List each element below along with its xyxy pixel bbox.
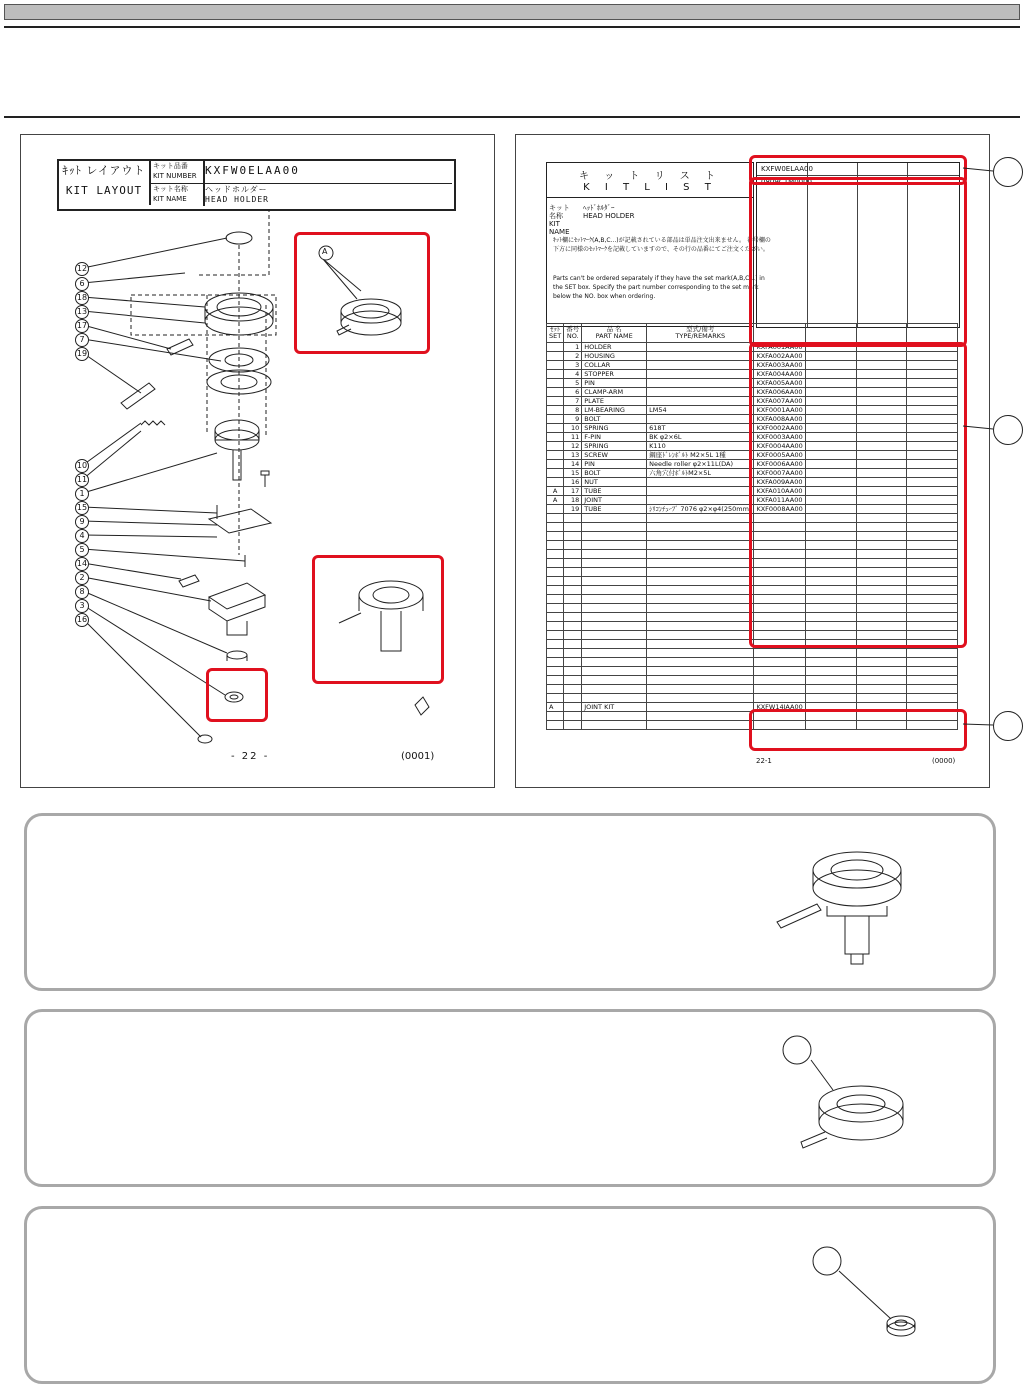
callout-11: 11 [75, 473, 89, 487]
table-cell: 9 [564, 415, 582, 424]
table-cell: ｼﾘｺﾝﾁｭｰﾌﾞ 7076 φ2×φ4(250mm) [647, 505, 754, 514]
table-cell [547, 361, 564, 370]
table-cell [582, 622, 647, 631]
table-cell: KXF0002AA00 [754, 424, 805, 433]
kit-name-label-jp: キット名称 [549, 204, 570, 220]
table-cell [547, 424, 564, 433]
table-cell [547, 613, 564, 622]
table-cell [547, 388, 564, 397]
table-cell [547, 631, 564, 640]
header-bar [4, 4, 1020, 20]
table-cell [547, 622, 564, 631]
table-cell: JOINT [582, 496, 647, 505]
table-cell [647, 586, 754, 595]
table-cell: KXFA004AA00 [754, 370, 805, 379]
table-cell: A [547, 496, 564, 505]
housing-illustration [767, 1022, 927, 1172]
table-cell: 15 [564, 469, 582, 478]
table-cell [547, 505, 564, 514]
table-cell [582, 631, 647, 640]
table-cell [582, 712, 647, 721]
table-cell: TUBE [582, 505, 647, 514]
table-cell [582, 559, 647, 568]
table-cell: SCREW [582, 451, 647, 460]
marker-circle-2 [993, 415, 1023, 445]
header-no: 番号 NO. [564, 324, 582, 343]
table-cell: KXF0001AA00 [754, 406, 805, 415]
table-cell [547, 343, 564, 352]
callout-3: 3 [75, 599, 89, 613]
left-page-code: (0001) [401, 751, 435, 762]
table-cell [805, 667, 856, 676]
table-cell [647, 631, 754, 640]
table-cell [564, 541, 582, 550]
table-cell [582, 550, 647, 559]
table-cell [856, 649, 907, 658]
highlight-part-numbers [749, 342, 967, 648]
table-cell [754, 667, 805, 676]
table-cell [647, 388, 754, 397]
table-cell [547, 469, 564, 478]
table-cell [647, 712, 754, 721]
table-cell [564, 577, 582, 586]
set-row-cell [564, 703, 582, 712]
table-cell [647, 721, 754, 730]
table-cell [582, 541, 647, 550]
table-cell [564, 586, 582, 595]
table-cell [582, 514, 647, 523]
table-cell: SPRING [582, 442, 647, 451]
table-cell [907, 676, 958, 685]
callout-5: 5 [75, 543, 89, 557]
callout-box-collar [24, 1206, 996, 1384]
table-cell [547, 532, 564, 541]
table-cell [547, 442, 564, 451]
table-cell [547, 640, 564, 649]
highlight-detail-a [294, 232, 430, 354]
callout-4: 4 [75, 529, 89, 543]
table-cell [805, 649, 856, 658]
table-cell: KXF0003AA00 [754, 433, 805, 442]
table-cell [547, 352, 564, 361]
table-cell [647, 676, 754, 685]
table-cell [582, 613, 647, 622]
marker-circle-3 [993, 711, 1023, 741]
table-cell [547, 415, 564, 424]
kit-layout-title-en: KIT LAYOUT [65, 184, 143, 197]
table-cell: 7 [564, 397, 582, 406]
table-cell: LM54 [647, 406, 754, 415]
table-cell [805, 685, 856, 694]
callout-6: 6 [75, 277, 89, 291]
table-cell [547, 559, 564, 568]
table-cell [564, 622, 582, 631]
table-cell [856, 694, 907, 703]
table-cell: KXF0004AA00 [754, 442, 805, 451]
table-cell [564, 550, 582, 559]
table-cell [647, 550, 754, 559]
header-set: ｾｯﾄ SET [547, 324, 564, 343]
callout-18: 18 [75, 291, 89, 305]
table-cell: 8 [564, 406, 582, 415]
callout-8: 8 [75, 585, 89, 599]
table-cell [547, 514, 564, 523]
table-cell [582, 694, 647, 703]
table-cell [856, 667, 907, 676]
table-cell [582, 685, 647, 694]
table-cell [754, 694, 805, 703]
table-cell: Needle roller φ2×11L(DA) [647, 460, 754, 469]
table-cell [647, 397, 754, 406]
table-cell [647, 577, 754, 586]
table-cell: 16 [564, 478, 582, 487]
table-cell [582, 604, 647, 613]
table-cell: KXF0006AA00 [754, 460, 805, 469]
section-rule [4, 116, 1020, 118]
table-cell: LM-BEARING [582, 406, 647, 415]
table-cell: STOPPER [582, 370, 647, 379]
callout-1: 1 [75, 487, 89, 501]
table-cell [564, 631, 582, 640]
table-cell: KXF0008AA00 [754, 505, 805, 514]
table-cell [647, 604, 754, 613]
table-cell [647, 361, 754, 370]
table-cell [647, 496, 754, 505]
table-cell: 12 [564, 442, 582, 451]
table-cell [754, 676, 805, 685]
table-cell [582, 523, 647, 532]
top-rule [4, 26, 1020, 28]
table-cell [547, 406, 564, 415]
table-cell: KXFA007AA00 [754, 397, 805, 406]
table-cell [564, 559, 582, 568]
callout-10: 10 [75, 459, 89, 473]
table-cell [582, 640, 647, 649]
kit-number-label-jp: キット品番 [153, 162, 188, 170]
table-cell [647, 415, 754, 424]
table-cell: KXFA006AA00 [754, 388, 805, 397]
table-cell: PIN [582, 379, 647, 388]
table-cell [582, 532, 647, 541]
table-cell: A [547, 487, 564, 496]
table-cell: KXFA008AA00 [754, 415, 805, 424]
table-cell: KXF0007AA00 [754, 469, 805, 478]
table-cell: BOLT [582, 469, 647, 478]
callout-15: 15 [75, 501, 89, 515]
table-cell: K110 [647, 442, 754, 451]
table-cell: 5 [564, 379, 582, 388]
table-cell [564, 532, 582, 541]
callout-16: 16 [75, 613, 89, 627]
header-type: 型式/備考 TYPE/REMARKS [647, 324, 754, 343]
table-cell [547, 604, 564, 613]
table-cell: COLLAR [582, 361, 647, 370]
table-cell [547, 721, 564, 730]
table-row [547, 658, 958, 667]
table-cell [547, 379, 564, 388]
table-cell: 4 [564, 370, 582, 379]
table-row [547, 667, 958, 676]
table-cell [547, 397, 564, 406]
table-cell [647, 370, 754, 379]
table-cell [582, 721, 647, 730]
table-cell [805, 658, 856, 667]
table-cell: 3 [564, 361, 582, 370]
table-cell [754, 658, 805, 667]
table-cell [582, 577, 647, 586]
table-cell: SPRING [582, 424, 647, 433]
table-cell [564, 676, 582, 685]
detail-a-label: A [322, 247, 328, 256]
callout-14: 14 [75, 557, 89, 571]
kit-list-info-box [546, 196, 771, 327]
table-cell [647, 487, 754, 496]
kit-name-value-jp: ヘッドホルダー [205, 185, 268, 194]
kit-list-title-jp: キ ッ ト リ ス ト [579, 171, 721, 182]
table-cell [564, 694, 582, 703]
table-cell [856, 676, 907, 685]
table-cell [547, 676, 564, 685]
kit-list-title-en: K I T L I S T [583, 182, 717, 193]
kit-list-note-jp: ｷｯﾄ欄にｾｯﾄﾏｰｸ(A,B,C...)が記載されている部品は単品注文出来ません。 番号欄の下方に同様のｾｯﾄﾏｰｸを記載していますので、その行の品番にてご注文ください。 [553, 237, 771, 253]
table-cell [582, 595, 647, 604]
right-page-code: (0000) [932, 757, 956, 765]
table-cell: 2 [564, 352, 582, 361]
table-cell: 14 [564, 460, 582, 469]
table-cell [564, 523, 582, 532]
left-page-number: - 22 - [231, 751, 270, 762]
collar-illustration [787, 1229, 927, 1349]
kit-name-jp: ﾍｯﾄﾞﾎﾙﾀﾞｰ [583, 204, 615, 212]
table-cell: 19 [564, 505, 582, 514]
table-cell [547, 694, 564, 703]
table-cell: BOLT [582, 415, 647, 424]
highlight-sub-number [749, 177, 967, 347]
table-cell [647, 649, 754, 658]
table-cell: 13 [564, 451, 582, 460]
table-cell [647, 595, 754, 604]
table-cell [907, 649, 958, 658]
table-cell [582, 667, 647, 676]
table-cell: 17 [564, 487, 582, 496]
table-cell: 11 [564, 433, 582, 442]
kit-name-label-en: KIT NAME [153, 195, 187, 203]
table-cell [564, 721, 582, 730]
table-cell [856, 658, 907, 667]
highlight-assembled-view [312, 555, 444, 684]
table-cell [805, 676, 856, 685]
table-cell: 六角穴付ﾎﾞﾙﾄM2×5L [647, 469, 754, 478]
table-cell [647, 541, 754, 550]
table-cell [547, 523, 564, 532]
right-page-number: 22-1 [756, 757, 772, 765]
callout-2: 2 [75, 571, 89, 585]
table-cell [754, 685, 805, 694]
top-part-no: KXFW0ELAA00 [761, 165, 813, 173]
table-cell: KXFA009AA00 [754, 478, 805, 487]
table-cell [564, 685, 582, 694]
table-cell [547, 649, 564, 658]
callout-12: 12 [75, 262, 89, 276]
table-cell: KXFA002AA00 [754, 352, 805, 361]
table-cell [582, 568, 647, 577]
table-cell: 618T [647, 424, 754, 433]
kit-name-value [583, 204, 634, 220]
table-cell [582, 586, 647, 595]
table-cell [564, 649, 582, 658]
callout-13: 13 [75, 305, 89, 319]
table-row [547, 685, 958, 694]
highlight-set-row [749, 709, 967, 751]
table-cell: NUT [582, 478, 647, 487]
table-row [547, 649, 958, 658]
table-cell [547, 433, 564, 442]
table-cell: PLATE [582, 397, 647, 406]
table-cell [564, 712, 582, 721]
callout-box-assembled [24, 813, 996, 991]
table-cell [647, 568, 754, 577]
table-cell: KXFA011AA00 [754, 496, 805, 505]
table-cell [647, 514, 754, 523]
table-cell [907, 685, 958, 694]
table-cell [907, 658, 958, 667]
table-cell [564, 604, 582, 613]
table-cell [647, 694, 754, 703]
kit-name-label [549, 204, 575, 236]
table-cell [547, 577, 564, 586]
table-cell [754, 649, 805, 658]
callout-17: 17 [75, 319, 89, 333]
table-cell [647, 379, 754, 388]
table-cell [547, 370, 564, 379]
kit-name-value-en: HEAD HOLDER [205, 195, 269, 204]
table-cell [582, 649, 647, 658]
table-cell [907, 694, 958, 703]
kit-list-title [546, 162, 754, 198]
table-cell: KXFA003AA00 [754, 361, 805, 370]
marker-circle-1 [993, 157, 1023, 187]
table-cell [547, 586, 564, 595]
callout-9: 9 [75, 515, 89, 529]
kit-name-label-jp: キット名称 [153, 185, 188, 193]
table-cell: 6 [564, 388, 582, 397]
set-row-cell: A [547, 703, 564, 712]
set-row-cell: KXFW14JAA00 [754, 703, 805, 712]
kit-name-en: HEAD HOLDER [583, 212, 635, 220]
kit-list-panel [515, 134, 990, 788]
kit-name-label-en: KIT NAME [549, 220, 570, 236]
table-cell [647, 559, 754, 568]
table-cell [856, 685, 907, 694]
table-cell [547, 667, 564, 676]
table-cell: PIN [582, 460, 647, 469]
table-cell [647, 352, 754, 361]
header-part-name: 品 名 PART NAME [582, 324, 647, 343]
top-sub-no: 0809C1M0000 [761, 178, 813, 186]
table-cell [547, 460, 564, 469]
table-cell [647, 667, 754, 676]
table-cell: 10 [564, 424, 582, 433]
table-cell [547, 541, 564, 550]
table-cell [647, 523, 754, 532]
table-cell [647, 640, 754, 649]
table-cell [582, 676, 647, 685]
table-cell: KXF0005AA00 [754, 451, 805, 460]
kit-number-value: KXFW0ELAA00 [205, 164, 300, 177]
callout-box-housing [24, 1009, 996, 1187]
table-cell: KXFA010AA00 [754, 487, 805, 496]
table-row [547, 694, 958, 703]
table-cell [564, 667, 582, 676]
table-cell: F-PIN [582, 433, 647, 442]
table-cell [564, 568, 582, 577]
table-cell [647, 685, 754, 694]
kit-layout-title-jp: ｷｯﾄ レイアウト [62, 164, 146, 177]
table-cell [547, 568, 564, 577]
table-cell [805, 694, 856, 703]
table-cell [564, 658, 582, 667]
table-cell [547, 478, 564, 487]
table-cell [647, 532, 754, 541]
set-row-cell: JOINT KIT [582, 703, 647, 712]
table-cell [582, 658, 647, 667]
highlight-collar [206, 668, 268, 722]
kit-list-note-en: Parts can't be ordered separately if they have the set mark(A,B,C...) in the SET box. Specify the part number corresponding to the set mark below the NO. box when ordering. [553, 275, 765, 300]
kit-layout-panel [20, 134, 495, 788]
kit-number-label-en: KIT NUMBER [153, 172, 197, 180]
table-cell: TUBE [582, 487, 647, 496]
table-cell: KXFA001AA00 [754, 343, 805, 352]
table-cell [564, 514, 582, 523]
table-cell [547, 550, 564, 559]
table-cell: HOUSING [582, 352, 647, 361]
table-cell [564, 640, 582, 649]
table-cell [647, 478, 754, 487]
table-row [547, 676, 958, 685]
table-cell: KXFA005AA00 [754, 379, 805, 388]
table-cell [547, 685, 564, 694]
table-cell [547, 595, 564, 604]
table-cell [647, 622, 754, 631]
table-cell: 1 [564, 343, 582, 352]
table-cell [547, 451, 564, 460]
table-cell [647, 658, 754, 667]
assembled-holder-illustration [767, 830, 927, 970]
table-cell [547, 712, 564, 721]
table-cell [564, 595, 582, 604]
table-cell [647, 343, 754, 352]
set-row-cell [647, 703, 754, 712]
table-cell [907, 667, 958, 676]
table-cell: 18 [564, 496, 582, 505]
callout-7: 7 [75, 333, 89, 347]
table-cell: HOLDER [582, 343, 647, 352]
table-cell [564, 613, 582, 622]
table-cell [547, 658, 564, 667]
callout-19: 19 [75, 347, 89, 361]
table-cell [647, 613, 754, 622]
table-cell: CLAMP-ARM [582, 388, 647, 397]
table-cell: 鋼座ﾄﾞﾚﾝﾎﾞﾙﾄ M2×5L 1種 [647, 451, 754, 460]
table-cell: BK φ2×6L [647, 433, 754, 442]
